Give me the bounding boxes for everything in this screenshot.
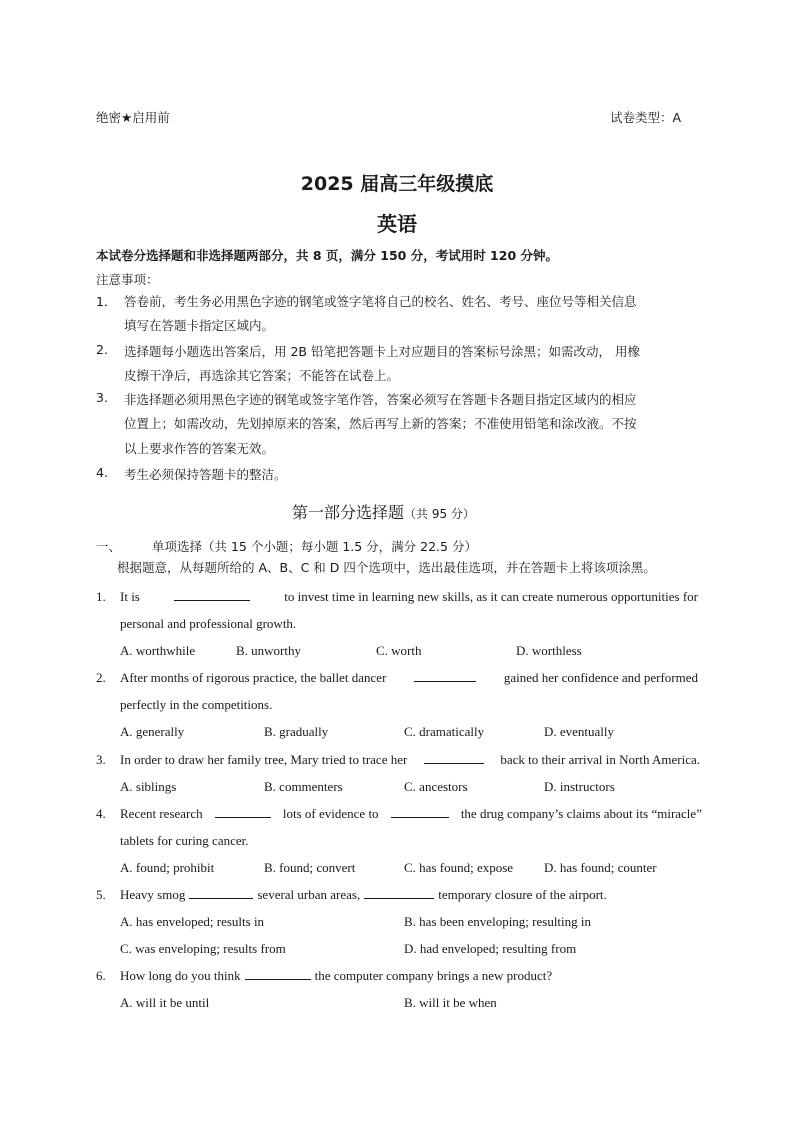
note-number: 2. (96, 342, 108, 357)
stem-text: the drug company’s claims about its “miracle” (460, 806, 702, 821)
option: A. will it be until (120, 995, 210, 1010)
note-number: 1． (96, 294, 117, 309)
option: B. will it be when (404, 995, 497, 1010)
question-stem-line2: perfectly in the competitions. (120, 697, 273, 712)
answer-blank (174, 589, 250, 601)
note-text: 填写在答题卡指定区域内。 (124, 318, 275, 333)
option: B. gradually (264, 724, 329, 739)
question-stem (120, 752, 700, 768)
notes-heading: 注意事项： (96, 272, 159, 287)
answer-blank (245, 968, 311, 980)
option: B. unworthy (236, 643, 301, 658)
option: B. found; convert (264, 860, 356, 875)
question-stem (120, 589, 698, 605)
question-number: 6. (96, 968, 106, 983)
option: A. siblings (120, 779, 177, 794)
section-title: 单项选择（共 15 个小题；每小题 1.5 分，满分 22.5 分） (152, 539, 477, 554)
stem-text: back to their arrival in North America. (500, 752, 700, 767)
paper-type-label: 试卷类型：A (610, 110, 682, 125)
question-number: 1. (96, 589, 106, 604)
answer-blank (364, 887, 434, 899)
option: D. eventually (544, 724, 615, 739)
stem-text: How long do you think (120, 968, 241, 983)
answer-blank (391, 806, 449, 818)
stem-text: temporary closure of the airport. (438, 887, 607, 902)
subject-title: 英语 (377, 212, 417, 236)
question-stem (120, 806, 702, 822)
note-text: 考生必须保持答题卡的整洁。 (124, 467, 287, 482)
option: B. commenters (264, 779, 343, 794)
stem-text: to invest time in learning new skills, as it can create numerous opportunities for (284, 589, 698, 604)
option: D. has found; counter (544, 860, 657, 875)
note-number: 3. (96, 390, 108, 405)
note-text: 以上要求作答的答案无效。 (124, 441, 275, 456)
stem-text: Recent research (120, 806, 203, 821)
section-number: 一、 (96, 539, 122, 554)
question-stem (120, 670, 698, 686)
part-title (292, 500, 475, 523)
answer-blank (424, 752, 484, 764)
option: C. ancestors (404, 779, 468, 794)
stem-text: Heavy smog (120, 887, 186, 902)
note-text: 皮擦干净后，再选涂其它答案；不能答在试卷上。 (124, 368, 400, 383)
option: A. worthwhile (120, 643, 196, 658)
stem-text: several urban areas, (257, 887, 361, 902)
stem-text: the computer company brings a new product? (314, 968, 553, 983)
part-score: （共 95 分） (404, 507, 475, 521)
exam-intro: 本试卷分选择题和非选择题两部分，共 8 页，满分 150 分，考试用时 120 分钟。 (96, 248, 558, 263)
option: C. was enveloping; results from (120, 941, 286, 956)
option: A. has enveloped; results in (120, 914, 265, 929)
question-number: 2. (96, 670, 106, 685)
answer-blank (189, 887, 253, 899)
stem-text: In order to draw her family tree, Mary tried to trace her (120, 752, 408, 767)
question-stem (120, 887, 607, 903)
question-stem-line2: tablets for curing cancer. (120, 833, 249, 848)
stem-text: After months of rigorous practice, the ballet dancer (120, 670, 387, 685)
option: C. has found; expose (404, 860, 514, 875)
question-stem-line2: personal and professional growth. (120, 616, 297, 631)
option: B. has been enveloping; resulting in (404, 914, 592, 929)
question-number: 5. (96, 887, 106, 902)
answer-blank (215, 806, 271, 818)
option: D. had enveloped; resulting from (404, 941, 577, 956)
confidential-label: 绝密★启用前 (96, 110, 170, 125)
note-number: 4. (96, 465, 108, 480)
question-number: 3. (96, 752, 106, 767)
part-title-text: 第一部分选择题 (292, 503, 405, 522)
stem-text: gained her confidence and performed (503, 670, 698, 685)
option: D. worthless (516, 643, 582, 658)
note-text: 非选择题必须用黑色字迹的钢笔或签字笔作答，答案必须写在答题卡各题目指定区域内的相应 (124, 392, 637, 407)
option: A. generally (120, 724, 185, 739)
note-text: 位置上；如需改动，先划掉原来的答案，然后再写上新的答案；不准使用铅笔和涂改液。不按 (124, 416, 637, 431)
note-text: 答卷前，考生务必用黑色字迹的钢笔或签字笔将自己的校名、姓名、考号、座位号等相关信息 (124, 294, 637, 309)
option: C. dramatically (404, 724, 485, 739)
question-stem (120, 968, 552, 984)
exam-title: 2025 届高三年级摸底 (300, 173, 494, 195)
note-text: 选择题每小题选出答案后，用 2B 铅笔把答题卡上对应题目的答案标号涂黑；如需改动， 用橡 (124, 344, 640, 359)
question-number: 4. (96, 806, 106, 821)
option: C. worth (376, 643, 422, 658)
answer-blank (414, 670, 476, 682)
option: A. found; prohibit (120, 860, 215, 875)
stem-text: It is (120, 589, 140, 604)
stem-text: lots of evidence to (282, 806, 379, 821)
option: D. instructors (544, 779, 615, 794)
section-instruction: 根据题意，从每题所给的 A、B、C 和 D 四个选项中，选出最佳选项，并在答题卡上将该项涂黑。 (117, 560, 656, 575)
